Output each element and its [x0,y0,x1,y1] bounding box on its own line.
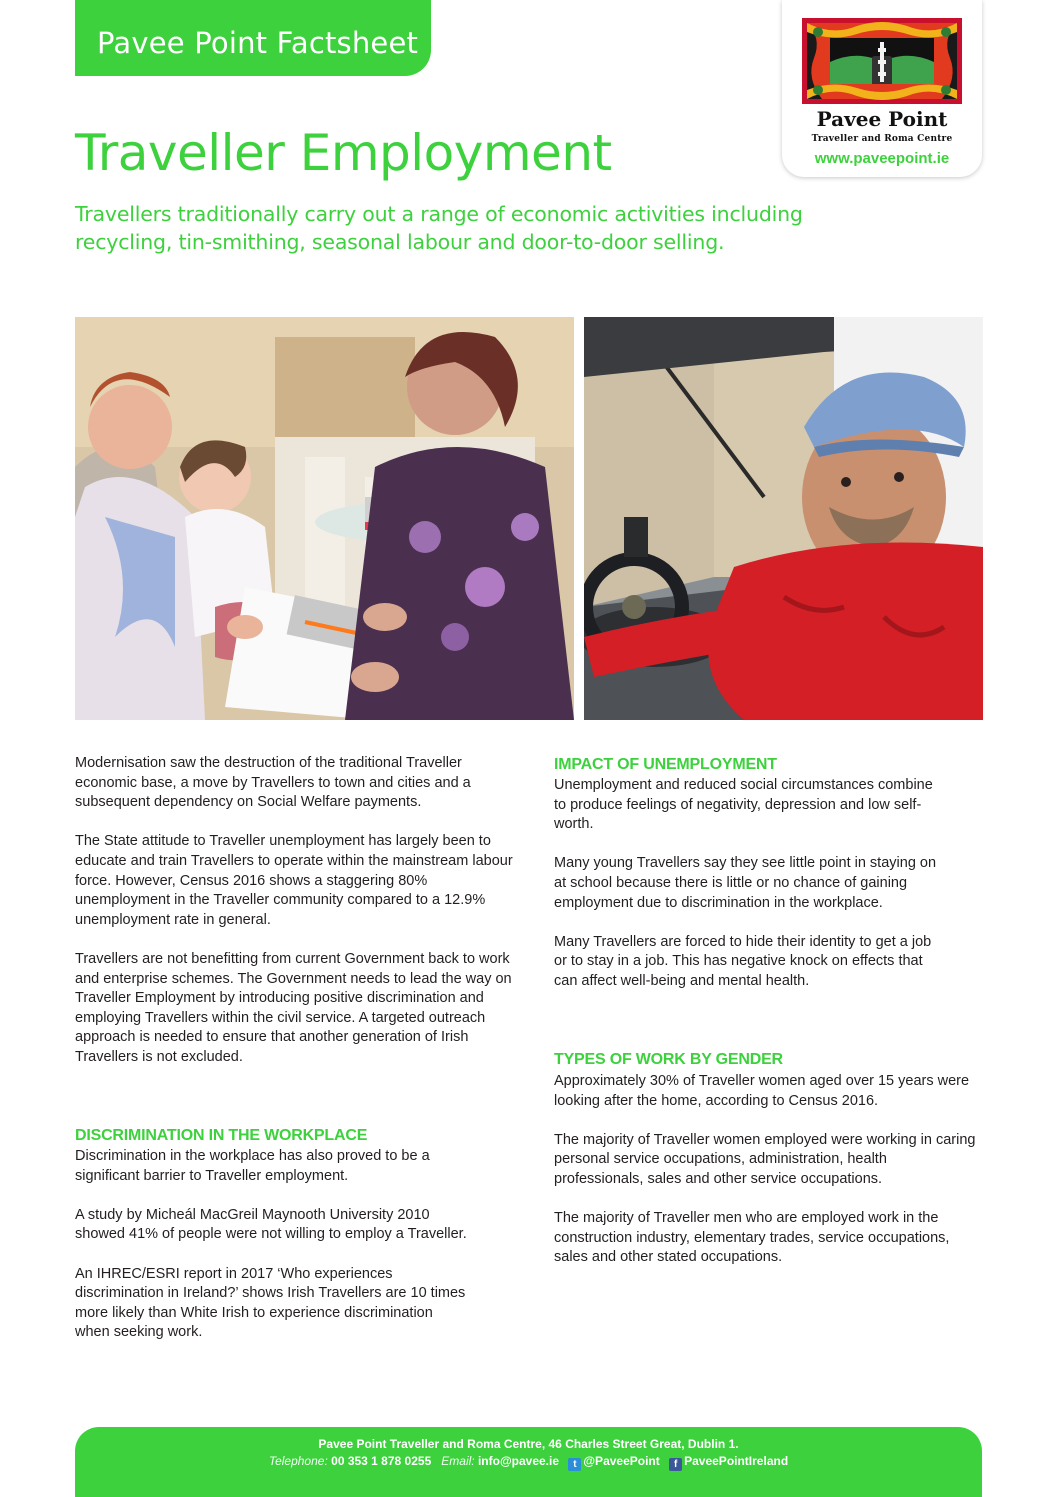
paragraph-ihrec-report: An IHREC/ESRI report in 2017 ‘Who experiences discrimination in Ireland?’ shows Irish Travellers are 10 times more likely than White Irish to experience discrimination when seeking work. [75,1265,466,1341]
email-label: Email: [441,1454,475,1468]
logo-subtitle: Traveller and Roma Centre [811,134,953,144]
heading-gender: TYPES OF WORK BY GENDER [554,1051,783,1068]
email-link[interactable]: info@pavee.ie [477,1454,560,1468]
paragraph-men-employed: The majority of Traveller men who are employed work in the construction industry, elementary trades, service occupations, sales and other stated occupations. [554,1210,950,1266]
paragraph-hide-identity: Many Travellers are forced to hide their identity to get a job or to stay in a job. This has negative knock on effects that can affect well-being and mental health. [554,933,932,989]
footer-contacts [75,1454,982,1471]
footer-address: Pavee Point Traveller and Roma Centre, 46 Charles Street Great, Dublin 1. [318,1437,739,1451]
paragraph-state-attitude: The State attitude to Traveller unemployment has largely been to educate and train Travellers to operate within the mainstream labour force. However, Census 2016 shows a staggering 80% unemployment in the Traveller community compared to a 12.9% unemployment rate in general. [75,833,513,928]
left-column-text [75,754,515,1068]
paragraph-government-schemes: Travellers are not benefitting from current Government back to work and enterprise schemes. The Government needs to lead the way on Traveller Employment by introducing positive discrimination and employing Travellers within the civil service. A targeted outreach approach is needed to ensure that another generation of Irish Travellers is not excluded. [75,950,512,1065]
paragraph-women-home: Approximately 30% of Traveller women aged over 15 years were looking after the home, according to Census 2016. [554,1073,970,1109]
photo-women-with-child [75,317,574,720]
discrimination-text [75,1147,470,1343]
impact-text [554,776,939,992]
paragraph-reduced-circumstances: Unemployment and reduced social circumstances combine to produce feelings of negativity, depression and low self-worth. [554,777,933,833]
telephone-label: Telephone: [268,1454,328,1468]
heading-discrimination: DISCRIMINATION IN THE WORKPLACE [75,1127,368,1144]
banner-label: Pavee Point Factsheet [97,26,419,60]
paragraph-modernisation: Modernisation saw the destruction of the traditional Traveller economic base, a move by Travellers to town and cities and a subsequent dependency on Social Welfare payments. [75,755,471,811]
gender-text [554,1072,979,1268]
website-link[interactable]: www.paveepoint.ie [814,150,950,167]
telephone-number[interactable]: 00 353 1 878 0255 [331,1454,432,1468]
pavee-point-logo [782,0,982,177]
page-title: Traveller Employment [75,124,612,182]
logo-name: Pavee Point [816,107,948,131]
intro-text: Travellers traditionally carry out a range of economic activities including recycling, tin-smithing, seasonal labour and door-to-door selling. [75,202,803,254]
logo-emblem-icon [802,18,962,104]
paragraph-young-travellers: Many young Travellers say they see little point in staying on at school because there is little or no chance of gaining employment due to discrimination in the workplace. [554,855,937,911]
twitter-icon: t [568,1458,581,1471]
facebook-page[interactable]: PaveePointIreland [684,1454,789,1468]
contact-footer [75,1427,982,1497]
factsheet-banner [75,0,431,76]
twitter-handle[interactable]: @PaveePoint [583,1454,660,1468]
paragraph-maynooth-study: A study by Micheál MacGreil Maynooth University 2010 showed 41% of people were not willing to employ a Traveller. [75,1206,467,1243]
paragraph-discrimination-barrier: Discrimination in the workplace has also proved to be a significant barrier to Traveller employment. [75,1148,430,1184]
heading-impact: IMPACT OF UNEMPLOYMENT [554,756,777,773]
paragraph-women-employed: The majority of Traveller women employed were working in caring personal service occupations, administration, health professionals, sales and other service occupations. [554,1131,976,1187]
photo-man-in-van [584,317,983,720]
facebook-icon: f [669,1458,682,1471]
